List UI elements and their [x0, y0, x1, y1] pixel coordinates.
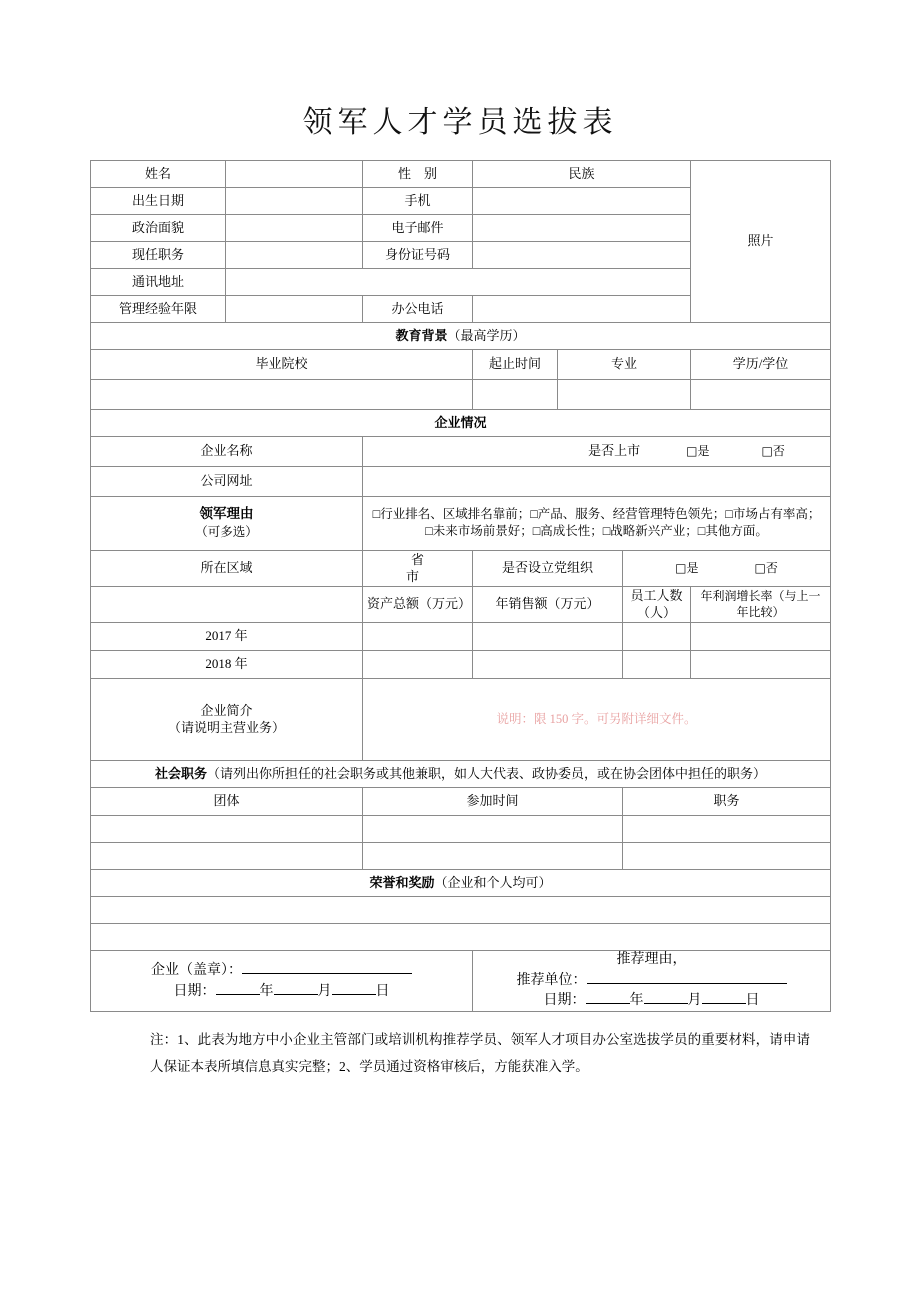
political-value[interactable]	[226, 214, 363, 241]
company-seal-blank[interactable]	[242, 960, 412, 974]
table-row-reasons	[91, 496, 831, 550]
finance-profit-growth-2018[interactable]	[691, 650, 831, 678]
listed-yes-checkbox[interactable]: □是	[686, 444, 710, 459]
table-row-honors-entry	[91, 896, 831, 923]
edu-value-period[interactable]	[473, 379, 558, 409]
idcard-label: 身份证号码	[363, 241, 473, 268]
table-row-company-name	[91, 436, 831, 466]
party-yes-checkbox[interactable]: □是	[675, 561, 699, 576]
finance-col-sales: 年销售额（万元）	[473, 586, 623, 622]
mobile-label: 手机	[363, 187, 473, 214]
social-value-group-2[interactable]	[91, 842, 363, 869]
recommend-date-year-unit: 年	[629, 993, 644, 1009]
honors-value-1[interactable]	[91, 896, 831, 923]
company-date-month-blank[interactable]	[274, 981, 318, 995]
edu-col-major: 专业	[558, 349, 691, 379]
table-row-name	[91, 160, 831, 187]
table-row-social-header	[91, 787, 831, 815]
ethnicity-label: 民族	[473, 160, 691, 187]
province-city-text: 省 市	[405, 551, 504, 585]
company-name-value-cell[interactable]	[363, 436, 831, 466]
recommend-date-day-blank[interactable]	[702, 990, 746, 1004]
recommend-date-year-blank[interactable]	[586, 990, 630, 1004]
experience-value[interactable]	[226, 295, 363, 322]
recommend-date-month-unit: 月	[687, 993, 702, 1009]
selection-form-table	[90, 160, 831, 1013]
table-row-finance-2018	[91, 650, 831, 678]
website-label: 公司网址	[91, 466, 363, 496]
company-date-month-unit: 月	[317, 984, 332, 1000]
province-city-label[interactable]	[363, 550, 504, 586]
reason-label-cell	[91, 496, 363, 550]
mobile-value[interactable]	[473, 187, 691, 214]
office-phone-label: 办公电话	[363, 295, 473, 322]
table-row-finance-header	[91, 586, 831, 622]
recommend-date-day-unit: 日	[745, 993, 760, 1009]
photo-cell[interactable]: 照片	[691, 160, 831, 322]
table-row-education-entry	[91, 379, 831, 409]
experience-label: 管理经验年限	[91, 295, 226, 322]
reason-sub: （可多选）	[195, 524, 258, 539]
recommend-unit-line	[477, 970, 826, 991]
section-title-social: 社会职务	[154, 765, 207, 781]
edu-value-school[interactable]	[91, 379, 473, 409]
table-row-region	[91, 550, 831, 586]
birthdate-label: 出生日期	[91, 187, 226, 214]
company-seal-label: 企业（盖章）：	[151, 963, 242, 979]
section-title-education: 教育背景	[395, 327, 448, 343]
listed-label: 是否上市	[588, 443, 641, 459]
form-container	[90, 160, 830, 1013]
website-value[interactable]	[363, 466, 831, 496]
finance-year-2017: 2017 年	[91, 622, 363, 650]
section-row-education	[91, 322, 831, 349]
reason-label: 领军理由	[199, 506, 254, 522]
position-label: 现任职务	[91, 241, 226, 268]
listed-no-checkbox[interactable]: □否	[761, 444, 785, 459]
section-sub-social: （请列出你所担任的社会职务或其他兼职，如人大代表、政协委员，或在协会团体中担任的职务）	[207, 765, 767, 781]
edu-col-period: 起止时间	[473, 349, 558, 379]
company-date-line	[95, 981, 468, 1002]
intro-sub: （请说明主营业务）	[167, 720, 285, 736]
region-label: 所在区域	[91, 550, 363, 586]
reason-options-cell[interactable]	[363, 496, 831, 550]
finance-col-assets: 资产总额（万元）	[363, 586, 473, 622]
reason-options-line1[interactable]: □行业排名、区域排名靠前；□产品、服务、经营管理特色领先；□市场占有率高；	[372, 507, 821, 522]
company-seal-line	[95, 960, 468, 981]
finance-employees-2017[interactable]	[623, 622, 691, 650]
section-row-honors	[91, 869, 831, 896]
table-row-social-entry	[91, 842, 831, 869]
company-name-label: 企业名称	[91, 436, 363, 466]
table-row-honors-entry	[91, 923, 831, 950]
table-row-signatures	[91, 950, 831, 1012]
table-row-website	[91, 466, 831, 496]
section-row-social	[91, 760, 831, 787]
company-date-year-blank[interactable]	[216, 981, 260, 995]
company-date-label: 日期：	[173, 984, 216, 1000]
name-label: 姓名	[91, 160, 226, 187]
section-header-enterprise: 企业情况	[91, 409, 831, 436]
social-value-period-1[interactable]	[363, 815, 623, 842]
section-header-education	[91, 322, 831, 349]
finance-assets-2018[interactable]	[363, 650, 473, 678]
recommend-date-line	[477, 990, 826, 1011]
recommend-date-label: 日期：	[543, 993, 586, 1009]
section-header-honors	[91, 869, 831, 896]
social-value-period-2[interactable]	[363, 842, 623, 869]
position-value[interactable]	[226, 241, 363, 268]
political-label: 政治面貌	[91, 214, 226, 241]
address-value[interactable]	[226, 268, 691, 295]
edu-value-degree[interactable]	[691, 379, 831, 409]
page-title: 领军人才学员选拔表	[302, 106, 618, 139]
recommend-date-month-blank[interactable]	[644, 990, 688, 1004]
office-phone-value[interactable]	[473, 295, 691, 322]
intro-label: 企业简介	[200, 702, 253, 718]
party-org-options-cell[interactable]	[623, 550, 831, 586]
intro-value-cell[interactable]	[363, 678, 831, 760]
table-row-company-intro	[91, 678, 831, 760]
edu-col-school: 毕业院校	[91, 349, 473, 379]
recommend-reason-line: 推荐理由，	[616, 951, 687, 967]
gender-label: 性 别	[363, 160, 473, 187]
finance-sales-2018[interactable]	[473, 650, 623, 678]
reason-options-line2[interactable]: □未来市场前景好；□高成长性；□战略新兴产业；□其他方面。	[425, 524, 768, 538]
address-label: 通讯地址	[91, 268, 226, 295]
social-col-group: 团体	[91, 787, 363, 815]
recommend-signature-cell[interactable]	[473, 950, 831, 1012]
name-value[interactable]	[226, 160, 363, 187]
finance-profit-growth-2017[interactable]	[691, 622, 831, 650]
table-row-social-entry	[91, 815, 831, 842]
social-value-group-1[interactable]	[91, 815, 363, 842]
email-label: 电子邮件	[363, 214, 473, 241]
social-col-period: 参加时间	[363, 787, 623, 815]
social-col-position: 职务	[623, 787, 831, 815]
finance-year-2018: 2018 年	[91, 650, 363, 678]
table-row-education-header	[91, 349, 831, 379]
company-date-day-unit: 日	[375, 984, 390, 1000]
honors-value-2[interactable]	[91, 923, 831, 950]
finance-col-empty	[91, 586, 363, 622]
section-title-honors: 荣誉和奖励	[369, 874, 435, 890]
recommend-unit-blank[interactable]	[587, 970, 787, 984]
finance-col-employees: 员工人数（人）	[623, 586, 691, 622]
section-header-social	[91, 760, 831, 787]
finance-sales-2017[interactable]	[473, 622, 623, 650]
party-org-label: 是否设立党组织	[473, 550, 623, 586]
idcard-value[interactable]	[473, 241, 691, 268]
recommend-unit-label: 推荐单位：	[516, 972, 587, 988]
social-value-position-1[interactable]	[623, 815, 831, 842]
company-signature-cell[interactable]	[91, 950, 473, 1012]
intro-note: 说明：限 150 字。可另附详细文件。	[496, 712, 697, 727]
party-no-checkbox[interactable]: □否	[754, 561, 778, 576]
section-sub-honors: （企业和个人均可）	[434, 874, 552, 890]
finance-assets-2017[interactable]	[363, 622, 473, 650]
finance-col-profit-growth: 年利润增长率（与上一年比较）	[691, 586, 831, 622]
table-row-finance-2017	[91, 622, 831, 650]
birthdate-value[interactable]	[226, 187, 363, 214]
edu-col-degree: 学历/学位	[691, 349, 831, 379]
company-date-year-unit: 年	[259, 984, 274, 1000]
footer-note-text: 注：1、此表为地方中小企业主管部门或培训机构推荐学员、领军人才项目办公室选拔学员的重要材料，请申请人保证本表所填信息真实完整；2、学员通过资格审核后，方能获准入学。	[150, 1032, 810, 1075]
social-value-position-2[interactable]	[623, 842, 831, 869]
company-date-day-blank[interactable]	[332, 981, 376, 995]
intro-label-cell	[91, 678, 363, 760]
email-value[interactable]	[473, 214, 691, 241]
finance-employees-2018[interactable]	[623, 650, 691, 678]
edu-value-major[interactable]	[558, 379, 691, 409]
section-sub-education: （最高学历）	[447, 327, 526, 343]
section-row-enterprise	[91, 409, 831, 436]
footer-note	[110, 1026, 810, 1080]
